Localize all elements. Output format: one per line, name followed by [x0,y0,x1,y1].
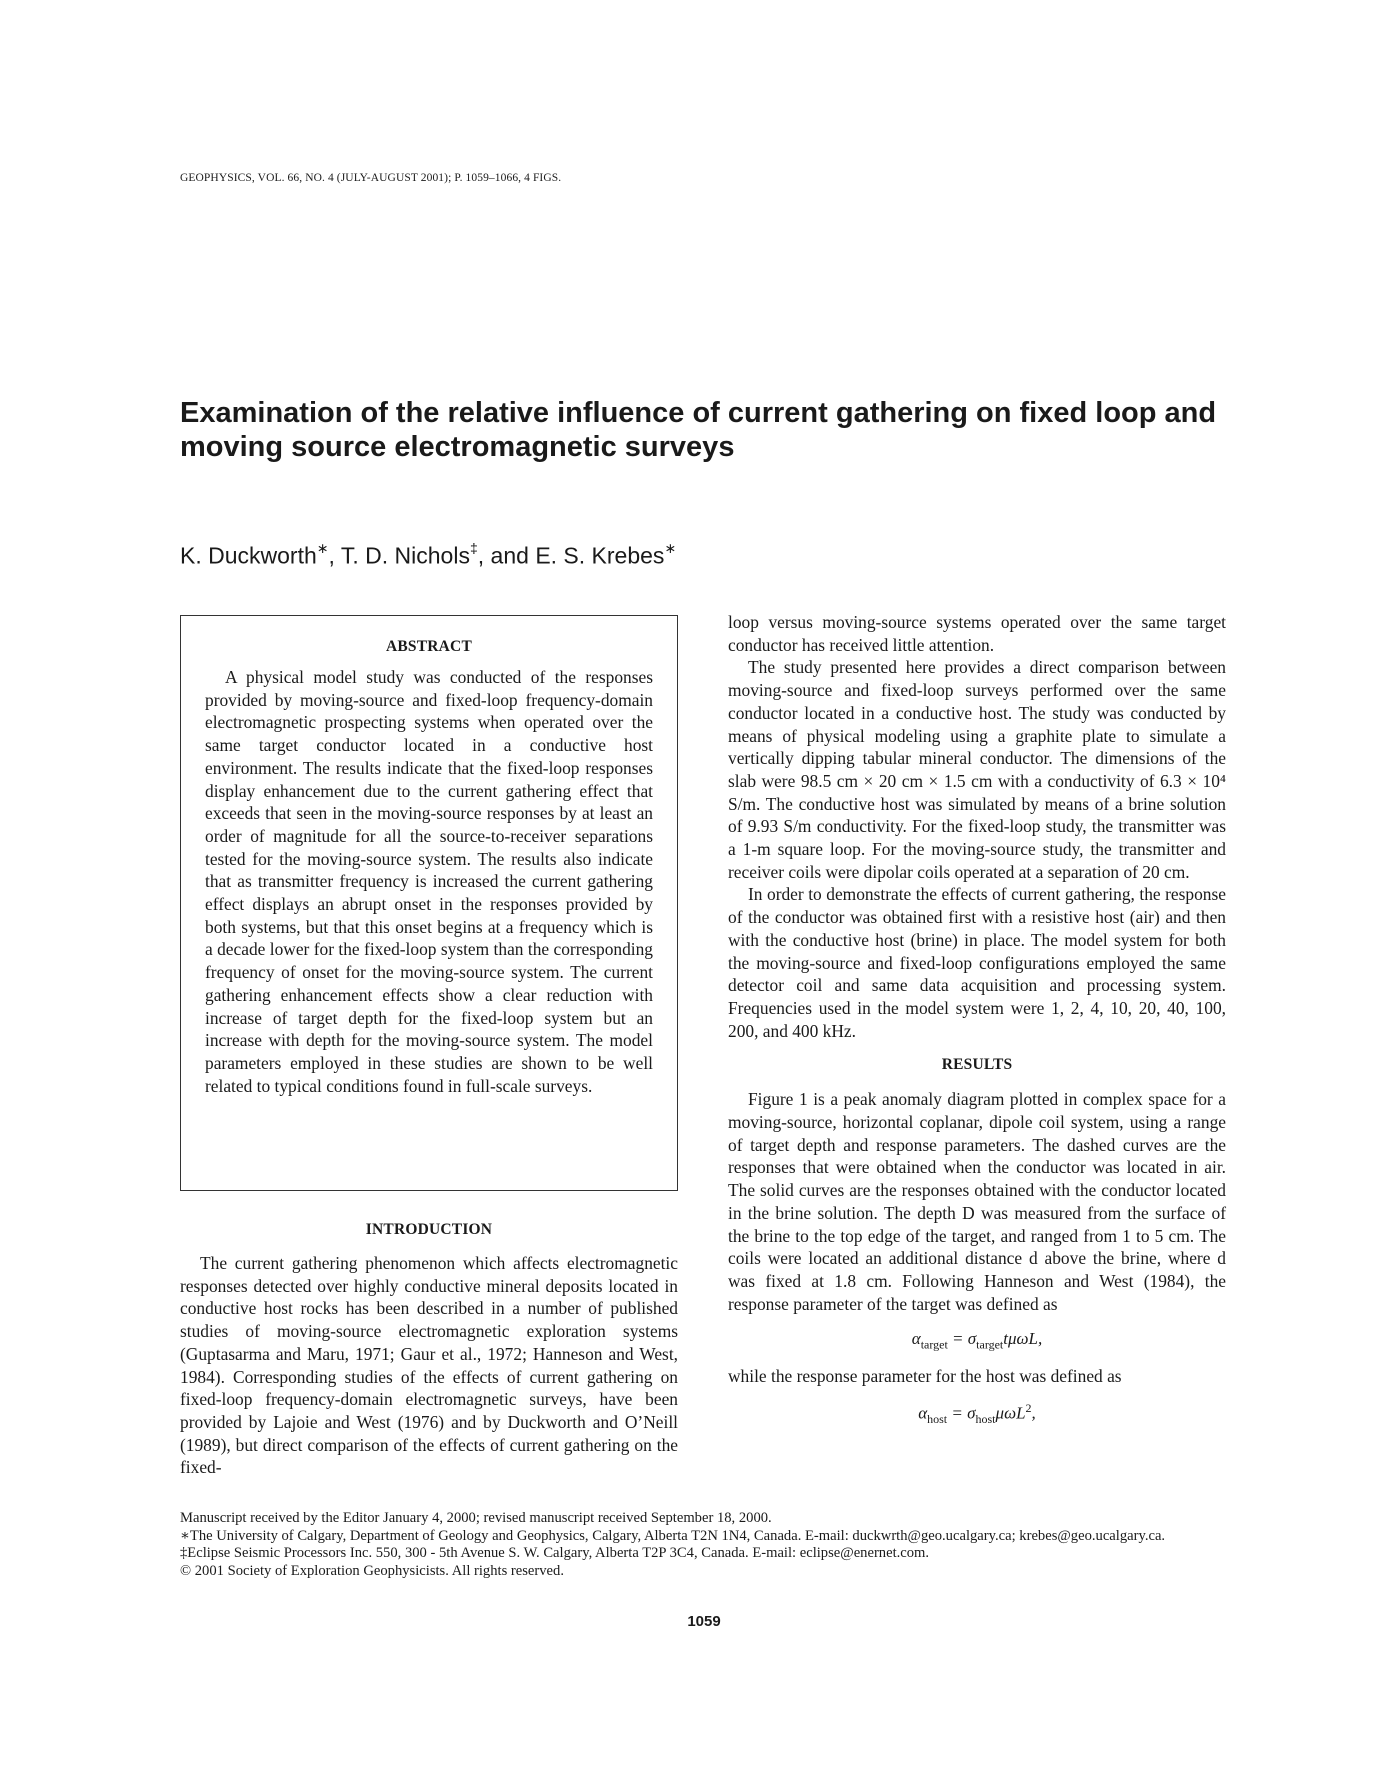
equation-host-response-parameter: $\alpha_{host} = \sigma_{host}\mu\omega L^2$, [918,1401,1036,1427]
author-affiliation-mark: ∗ [316,540,329,556]
abstract-box [180,615,678,1191]
introduction-paragraph-continued: loop versus moving-source systems operated over the same target conductor has received little attention. [728,612,1226,655]
author-separator: , [328,542,341,569]
results-paragraph: Figure 1 is a peak anomaly diagram plotted in complex space for a moving-source, horizontal coplanar, dipole coil system, using a range of target depth and response parameters. The dashed curves are the responses that were obtained when the conductor was located in air. The solid curves are the responses obtained with the conductor located in the brine solution. The depth D was measured from the surface of the brine to the top edge of the target, and ranged from 1 to 5 cm. The coils were located an additional distance d above the brine, where d was fixed at 1.8 cm. Following Hanneson and West (1984), the response parameter of the target was defined as [728,1089,1226,1314]
author-separator: , and [477,542,536,569]
introduction-paragraph: In order to demonstrate the effects of current gathering, the response of the conductor was obtained first with a resistive host (air) and then with the conductive host (brine) in place. The model system for both the moving-source and fixed-loop configurations employed the same detector coil and same data acquisition and processing system. Frequencies used in the model system were 1, 2, 4, 10, 20, 40, 100, 200, and 400 kHz. [728,884,1226,1041]
running-head: GEOPHYSICS, VOL. 66, NO. 4 (JULY-AUGUST 2001); P. 1059–1066, 4 FIGS. [180,172,562,184]
left-column [180,615,678,1479]
author-name: T. D. Nichols [340,542,470,569]
introduction-paragraph: The current gathering phenomenon which affects electromagnetic responses detected over highly conductive mineral deposits located in conductive host rocks has been described in a number of published studies of moving-source electromagnetic exploration systems (Guptasarma and Maru, 1971; Gaur et al., 1972; Hanneson and West, 1984). Corresponding studies of the effects of current gathering on fixed-loop frequency-domain electromagnetic surveys, have been provided by Lajoie and West (1976) and by Duckworth and O’Neill (1989), but direct comparison of the effects of current gathering on the fixed- [180,1253,678,1478]
author-name: E. S. Krebes [535,542,665,569]
author-name: K. Duckworth [180,542,317,569]
author-affiliation-mark: ‡ [469,540,478,556]
right-column [728,611,1226,1440]
footnotes [180,1510,1226,1580]
introduction-heading: INTRODUCTION [365,1221,493,1238]
footnote-copyright: © 2001 Society of Exploration Geophysicists. All rights reserved. [180,1562,564,1579]
results-paragraph: while the response parameter for the host was defined as [728,1365,1122,1386]
footnote-received: Manuscript received by the Editor January 4, 2000; revised manuscript received September 18, 2000. [180,1510,772,1526]
results-heading: RESULTS [941,1056,1013,1074]
footnote-affiliation: ∗The University of Calgary, Department of Geology and Geophysics, Calgary, Alberta T2N 1N4, Canada. E-mail: duckwrth@geo.ucalgary.ca; krebes@geo.ucalgary.ca. [180,1527,1166,1544]
abstract-heading: ABSTRACT [385,638,472,655]
introduction-paragraph: The study presented here provides a direct comparison between moving-source and fixed-loop surveys performed over the same conductor located in a conductive host. The study was conducted by means of physical modeling using a graphite plate to simulate a vertically dipping tabular mineral conductor. The dimensions of the slab were 98.5 cm × 20 cm × 1.5 cm with a conductivity of 6.3 × 10⁴ S/m. The conductive host was simulated by means of a brine solution of 9.93 S/m conductivity. For the fixed-loop study, the transmitter was a 1-m square loop. For the moving-source study, the transmitter and receiver coils were dipolar coils operated at a separation of 20 cm. [728,657,1226,882]
paper-title: Examination of the relative influence of current gathering on fixed loop and moving source electromagnetic surveys [180,397,1217,463]
page-number: 1059 [687,1613,721,1630]
abstract-text: A physical model study was conducted of the responses provided by moving-source and fixed-loop frequency-domain electromagnetic prospecting systems when operated over the same target conductor located in a conductive host environment. The results indicate that the fixed-loop responses display enhancement due to the current gathering effect that exceeds that seen in the moving-source responses by at least an order of magnitude for all the source-to-receiver separations tested for the moving-source system. The results also indicate that as transmitter frequency is increased the current gathering effect displays an abrupt onset in the responses provided by both systems, but that this onset begins at a frequency which is a decade lower for the fixed-loop system than the corresponding frequency of onset for the moving-source system. The current gathering enhancement effects show a clear reduction with increase of target depth for the fixed-loop system but an increase with depth for the moving-source system. The model parameters employed in these studies are shown to be well related to typical conditions found in full-scale surveys. [205,667,653,1096]
author-affiliation-mark: ∗ [664,540,677,556]
footnote-affiliation: ‡Eclipse Seismic Processors Inc. 550, 300 - 5th Avenue S. W. Calgary, Alberta T2P 3C4, Canada. E-mail: eclipse@enernet.com. [180,1545,930,1562]
equation-target-response-parameter: $\alpha_{target} = \sigma_{target}t\mu\omega L$, [911,1329,1043,1352]
author-list [180,542,676,570]
